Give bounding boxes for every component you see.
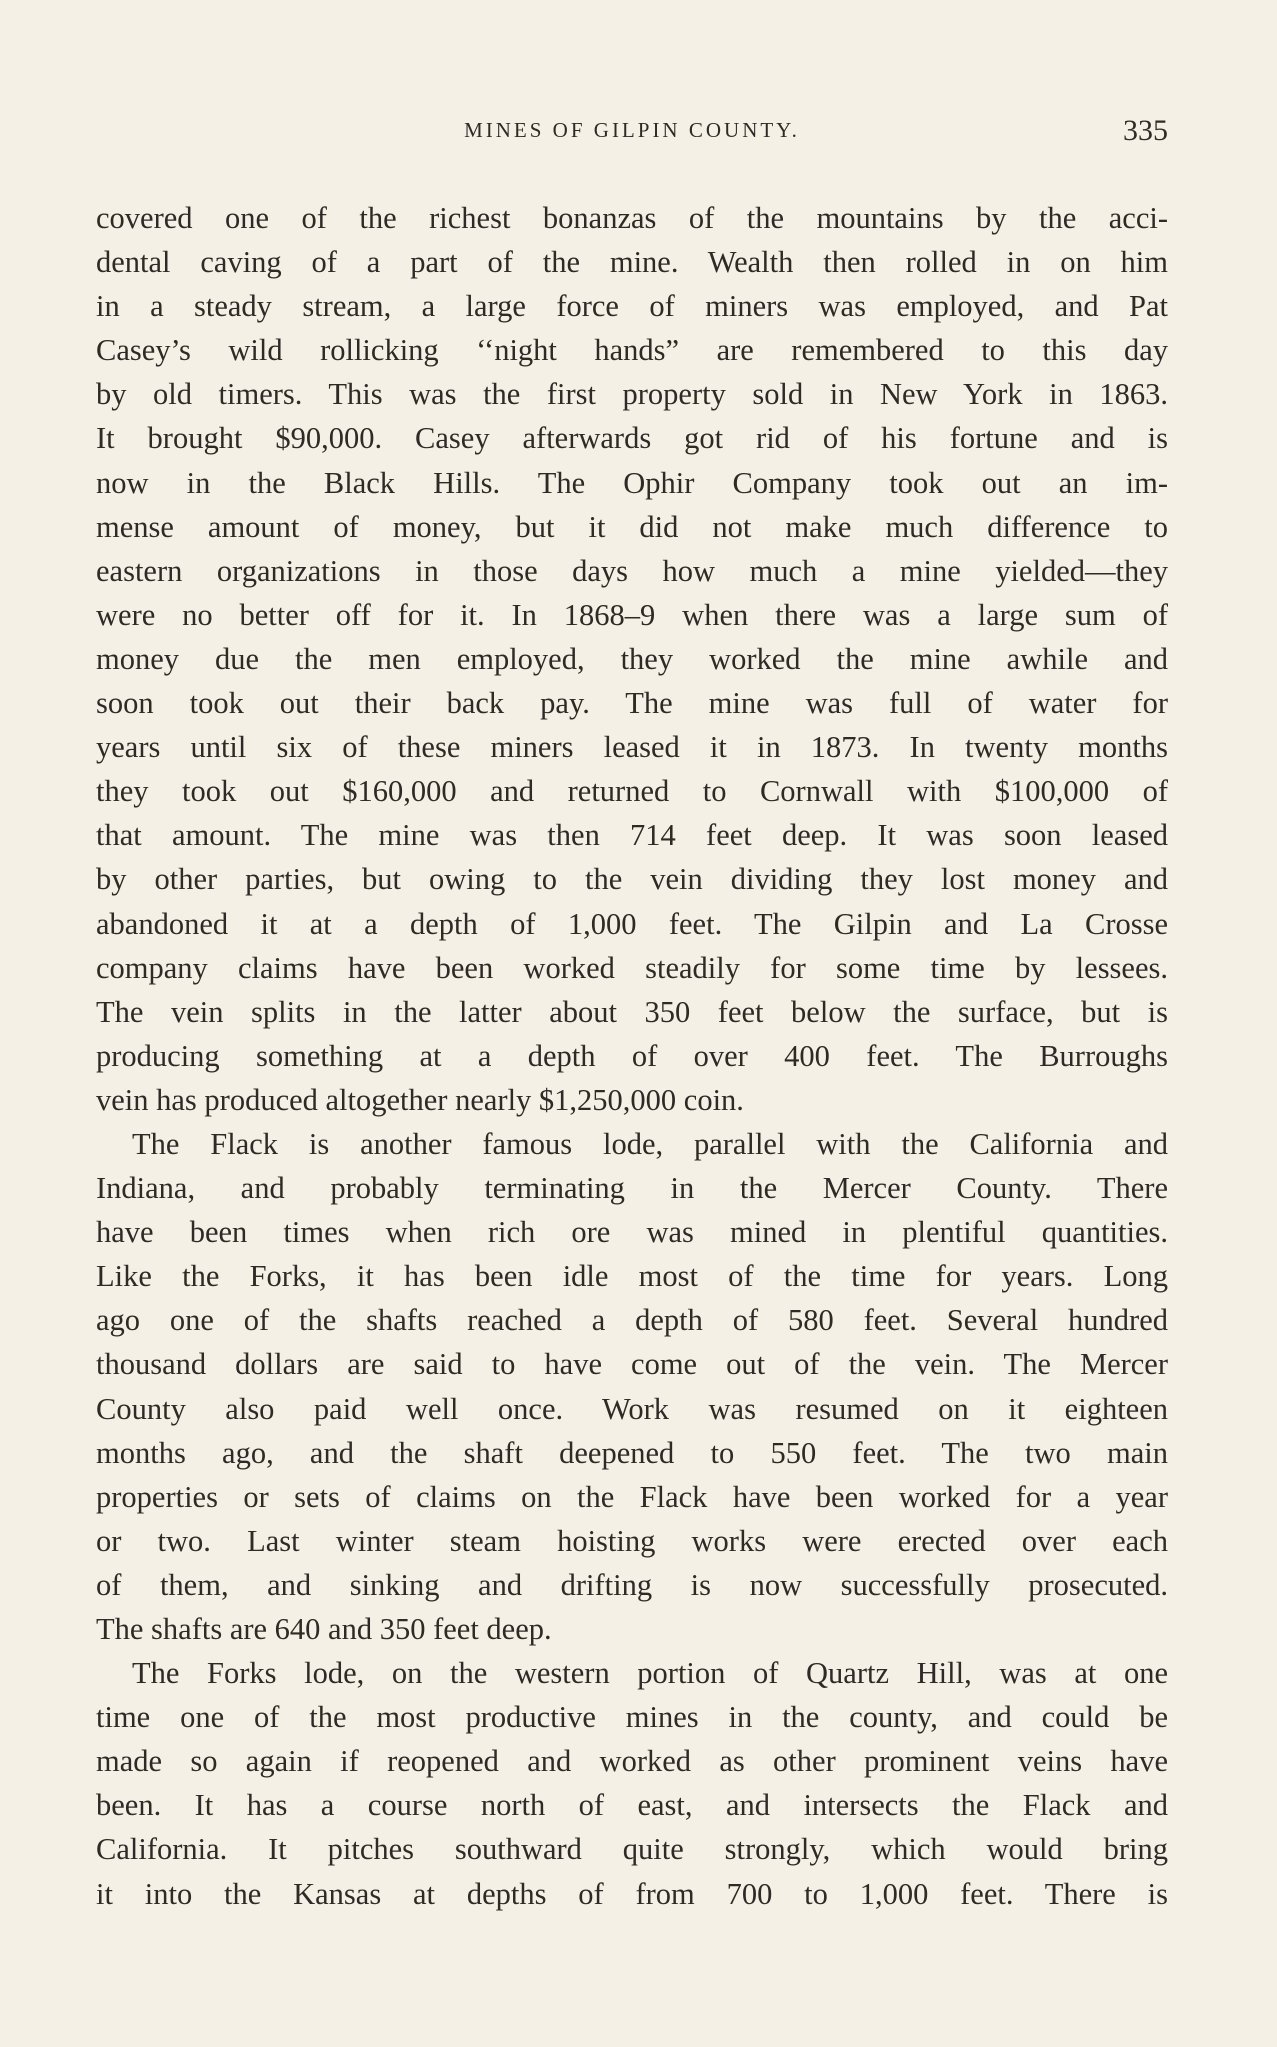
text-line: now in the Black Hills. The Ophir Company took out an im- bbox=[96, 465, 1168, 500]
text-line: dental caving of a part of the mine. Wealth then rolled in on him bbox=[96, 245, 1168, 280]
running-title: MINES OF GILPIN COUNTY. bbox=[464, 118, 800, 142]
text-line: have been times when rich ore was mined in plentiful quantities. bbox=[96, 1215, 1168, 1250]
text-line: they took out $160,000 and returned to Cornwall with $100,000 of bbox=[96, 774, 1168, 809]
text-line: The Forks lode, on the western portion of Quartz Hill, was at one bbox=[132, 1656, 1168, 1691]
text-line: in a steady stream, a large force of miners was employed, and Pat bbox=[96, 289, 1168, 324]
text-line: years until six of these miners leased it in 1873. In twenty months bbox=[96, 730, 1168, 765]
text-line: soon took out their back pay. The mine was full of water for bbox=[96, 686, 1168, 721]
text-line: made so again if reopened and worked as other prominent veins have bbox=[96, 1744, 1168, 1779]
text-line: Casey’s wild rollicking ‘‘night hands” are remembered to this day bbox=[96, 333, 1168, 368]
text-line: The Flack is another famous lode, parallel with the California and bbox=[132, 1126, 1168, 1161]
text-line: of them, and sinking and drifting is now successfully prosecuted. bbox=[96, 1567, 1168, 1602]
text-line: been. It has a course north of east, and intersects the Flack and bbox=[96, 1788, 1168, 1823]
text-line: that amount. The mine was then 714 feet deep. It was soon leased bbox=[96, 818, 1168, 853]
text-line: by other parties, but owing to the vein dividing they lost money and bbox=[96, 862, 1168, 897]
text-line: It brought $90,000. Casey afterwards got rid of his fortune and is bbox=[96, 421, 1168, 456]
text-line: Indiana, and probably terminating in the Mercer County. There bbox=[96, 1171, 1168, 1206]
text-line: eastern organizations in those days how much a mine yielded—they bbox=[96, 553, 1168, 588]
text-line: company claims have been worked steadily for some time by lessees. bbox=[96, 950, 1168, 985]
text-line: properties or sets of claims on the Flack have been worked for a year bbox=[96, 1479, 1168, 1514]
text-line: it into the Kansas at depths of from 700 to 1,000 feet. There is bbox=[96, 1876, 1168, 1911]
page-number: 335 bbox=[1123, 114, 1168, 147]
text-line: covered one of the richest bonanzas of the mountains by the acci- bbox=[96, 201, 1168, 235]
running-head bbox=[96, 114, 1168, 158]
text-line: vein has produced altogether nearly $1,250,000 coin. bbox=[96, 1082, 744, 1117]
text-line: or two. Last winter steam hoisting works were erected over each bbox=[96, 1523, 1168, 1558]
text-line: Like the Forks, it has been idle most of the time for years. Long bbox=[96, 1259, 1168, 1294]
text-line: thousand dollars are said to have come out of the vein. The Mercer bbox=[96, 1347, 1168, 1382]
body-text bbox=[96, 196, 1168, 1916]
text-line: producing something at a depth of over 400 feet. The Burroughs bbox=[96, 1038, 1168, 1073]
text-line: The shafts are 640 and 350 feet deep. bbox=[96, 1612, 552, 1646]
text-line: ago one of the shafts reached a depth of 580 feet. Several hundred bbox=[96, 1303, 1168, 1338]
text-line: by old timers. This was the first property sold in New York in 1863. bbox=[96, 377, 1168, 412]
text-line: The vein splits in the latter about 350 feet below the surface, but is bbox=[96, 994, 1168, 1029]
text-line: time one of the most productive mines in the county, and could be bbox=[96, 1700, 1168, 1735]
text-line: months ago, and the shaft deepened to 550 feet. The two main bbox=[96, 1435, 1168, 1470]
text-line: mense amount of money, but it did not make much difference to bbox=[96, 509, 1168, 544]
text-line: abandoned it at a depth of 1,000 feet. The Gilpin and La Crosse bbox=[96, 906, 1168, 941]
text-line: County also paid well once. Work was resumed on it eighteen bbox=[96, 1391, 1168, 1426]
text-line: were no better off for it. In 1868–9 when there was a large sum of bbox=[96, 597, 1168, 632]
text-line: California. It pitches southward quite strongly, which would bring bbox=[96, 1832, 1168, 1867]
text-line: money due the men employed, they worked the mine awhile and bbox=[96, 641, 1168, 676]
